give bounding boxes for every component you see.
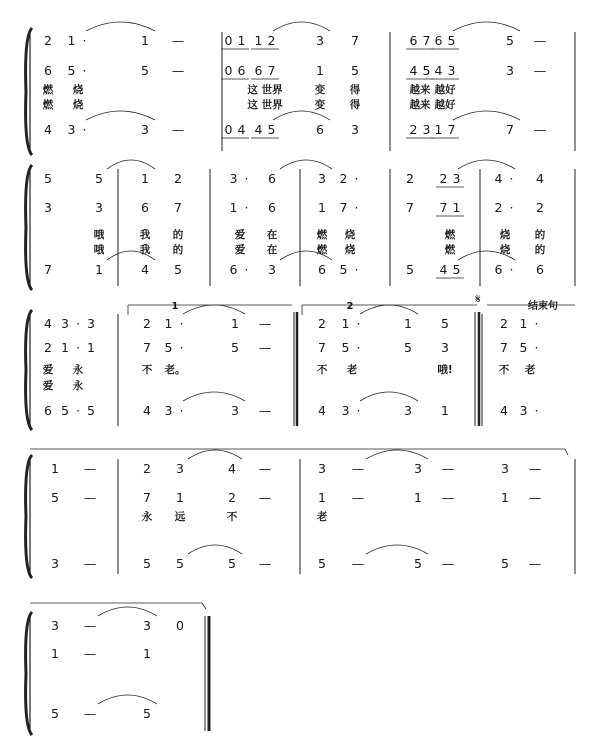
tie-arc [458,160,515,169]
system-2-measure-2-s3-note: 3 [268,262,276,277]
system-2-measure-1-s1-note: 2 [174,171,182,186]
system-3-measure-3-s2-note: · [356,340,361,355]
system-2-measure-3-s3-note: · [509,262,514,277]
system-3-measure-2-s2-note: 7 [143,340,151,355]
system-2-measure-3-s3-note: 6 [494,262,503,277]
cross-system-tie-end [565,449,568,455]
system-4-measure-2-s2-note: 1 [176,490,184,505]
system-4-measure-2-s1-note: — [258,461,272,476]
system-3-measure-1-s1-note: 3 [87,316,95,331]
system-5-brace [26,612,32,735]
system-5-measure-1-s1-note: 3 [143,618,151,633]
system-4-measure-1-s1-note: 1 [51,461,59,476]
system-2-measure-2-s1-note: · [244,171,249,186]
system-2-measure-2-s2-note: 6 [268,200,276,215]
system-2-measure-2-s1-note: 3 [229,171,238,186]
system-2-measure-1-s2-note: 3 [95,200,103,215]
system-2-measure-1-s2-note: 3 [44,200,52,215]
tie-arc [98,695,157,704]
system-1-measure-3-s3-note: 3 [422,122,431,137]
system-2-measure-2-s3-note: · [244,262,249,277]
system-3-measure-1-s3-note: 6 [44,403,52,418]
system-2-measure-2-s2-note: · [354,200,359,215]
system-1-measure-1-s1-note: · [82,33,87,48]
system-4-measure-3-s1-note: 3 [318,461,326,476]
system-2-measure-3-s1-note: 4 [536,171,544,186]
system-3-measure-2-s1-note: 2 [143,316,151,331]
system-3-measure-1-s2-note: · [76,340,80,355]
segno-sign: 𝄋 [475,291,481,306]
system-2-lyric: 的 [534,244,546,256]
system-2-measure-2-s3-note: 6 [318,262,326,277]
system-3-measure-3-s1-note: 5 [441,316,449,331]
system-5-measure-1-s1-note: 3 [51,618,59,633]
system-3-measure-1-s1-note: 4 [44,316,52,331]
system-2-lyric: 爱 [234,244,246,256]
system-2-measure-3-s2-note: 2 [494,200,503,215]
system-1-measure-2-s1-note: 1 [237,33,246,48]
system-3-measure-4-s3-note: 3 [519,403,528,418]
system-1-measure-1-s1-note: 1 [67,33,76,48]
system-4-measure-1-s3-note: 3 [51,556,59,571]
system-1-measure-3-s3-note: 2 [409,122,418,137]
system-1-lyric: 得 [349,99,361,111]
system-4-measure-3-s3-note: — [351,556,365,571]
system-1-measure-1-s1-note: — [171,33,185,48]
system-1-lyric: 烧 [72,99,84,111]
tie-arc [360,305,418,314]
system-2-measure-3-s2-note: 7 [406,200,414,215]
system-1-measure-3-s3-note: 1 [434,122,443,137]
system-4-measure-1-s2-note: 5 [51,490,59,505]
system-4-measure-2-s2-note: 7 [143,490,151,505]
system-1-measure-3-s1-note: — [533,33,547,48]
system-3-measure-4-s3-note: · [534,403,539,418]
system-3-measure-3-s2-note: 5 [404,340,412,355]
system-3-measure-2-s3-note: — [258,403,272,418]
system-2-measure-3-s3-note: 4 [439,262,448,277]
system-3-measure-2-s1-note: — [258,316,272,331]
system-2-lyric: 烧 [344,244,356,256]
system-1-measure-3-s3-note: 7 [447,122,456,137]
system-4-measure-2-s2-note: — [258,490,272,505]
system-4-lyric: 不 [226,511,238,523]
system-3-measure-2-s2-note: — [258,340,272,355]
system-3-lyric: 爱 [42,364,54,376]
system-1-measure-1-s2-note: — [171,63,185,78]
system-3-measure-3-s1-note: 1 [404,316,412,331]
system-3-measure-3-s1-note: 2 [318,316,326,331]
system-1-measure-3-s1-note: 6 [434,33,443,48]
volta-2-number: 2 [346,301,354,312]
system-3-measure-4-s2-note: 7 [500,340,508,355]
system-3-lyric: 哦! [437,364,453,376]
system-3-measure-2-s1-note: · [179,316,184,331]
system-1-measure-1-s3-note: 3 [67,122,76,137]
system-2-measure-2-s2-note: 7 [339,200,348,215]
system-2-lyric: 烧 [344,229,356,241]
system-2-lyric: 燃 [444,244,456,256]
system-2-measure-3-s3-note: 5 [406,262,414,277]
system-3-measure-1-s3-note: 5 [61,403,69,418]
system-1-measure-3-s1-note: 6 [409,33,418,48]
system-1-brace [26,28,32,155]
system-2-lyric: 燃 [444,229,456,241]
system-1-measure-2-s3-note: 4 [254,122,263,137]
system-3-measure-1-s2-note: 2 [44,340,52,355]
tie-arc [86,22,155,31]
system-5-measure-1-s3-note: 5 [51,706,59,721]
system-1-measure-1-s3-note: 4 [44,122,52,137]
system-1-lyric: 变 [314,99,326,111]
system-3-measure-1-s2-note: 1 [61,340,69,355]
system-4-measure-1-s3-note: — [83,556,97,571]
system-2-lyric: 燃 [316,244,328,256]
system-3-measure-4-s2-note: · [534,340,539,355]
system-4-measure-3-s1-note: — [528,461,542,476]
tie-arc [366,450,428,459]
system-4-measure-1-s1-note: — [83,461,97,476]
tie-arc [183,305,245,314]
system-4-measure-3-s3-note: — [441,556,455,571]
system-2-measure-1-s2-note: 7 [174,200,182,215]
system-4-measure-3-s1-note: — [351,461,365,476]
system-2-lyric: 在 [266,229,278,241]
system-4-measure-3-s1-note: 3 [501,461,509,476]
system-2-lyric: 的 [534,229,546,241]
system-2-measure-2-s3-note: · [354,262,359,277]
system-3-measure-2-s2-note: 5 [164,340,173,355]
system-3-measure-3-s3-note: · [356,403,361,418]
system-3-measure-1-s1-note: 3 [61,316,69,331]
system-4-measure-3-s2-note: — [528,490,542,505]
system-1-measure-2-s3-note: 4 [237,122,246,137]
system-3-measure-3-s1-note: · [356,316,361,331]
system-3-measure-1-s1-note: · [76,316,80,331]
system-3-measure-1-s2-note: 1 [87,340,95,355]
system-1-lyric: 这 世界 [247,99,283,111]
system-3-measure-2-s3-note: 3 [164,403,173,418]
system-2-measure-3-s1-note: 2 [406,171,414,186]
system-4-measure-3-s3-note: 5 [501,556,509,571]
system-2-measure-3-s1-note: 3 [452,171,461,186]
system-3-measure-4-s3-note: 4 [500,403,508,418]
system-1-measure-3-s1-note: 5 [506,33,514,48]
system-3-lyric: 永 [72,364,84,376]
system-3-measure-2-s1-note: 1 [231,316,239,331]
system-4-measure-3-s3-note: — [528,556,542,571]
system-1-measure-1-s2-note: 5 [141,63,149,78]
system-3-brace [26,310,32,430]
tie-arc [280,160,332,169]
system-1-lyric: 得 [349,84,361,96]
system-2-measure-2-s1-note: 3 [318,171,326,186]
system-2-measure-3-s2-note: 1 [452,200,461,215]
volta-1-number: 1 [171,301,179,312]
system-1-measure-1-s3-note: — [171,122,185,137]
system-1-lyric: 越好 [434,84,456,96]
tie-arc [107,160,155,169]
system-2-measure-3-s1-note: 2 [439,171,448,186]
system-4-lyric: 老 [316,511,328,523]
tie-arc [86,111,155,120]
system-1-measure-2-s3-note: 0 [224,122,233,137]
system-2-lyric: 燃 [316,229,328,241]
system-1-measure-3-s2-note: 4 [434,63,443,78]
system-4-measure-3-s2-note: 1 [414,490,422,505]
system-3-measure-2-s2-note: · [179,340,184,355]
system-3-measure-2-s3-note: 3 [231,403,239,418]
system-1-measure-1-s1-note: 2 [44,33,52,48]
system-2-brace [26,165,32,290]
system-5-measure-1-s2-note: — [83,646,97,661]
tie-arc [273,111,330,120]
system-4-measure-2-s3-note: — [258,556,272,571]
system-1-lyric: 燃 [42,99,54,111]
system-2-measure-2-s1-note: 6 [268,171,276,186]
system-1-measure-2-s1-note: 1 [254,33,263,48]
system-2-lyric: 烧 [499,244,511,256]
system-1-measure-3-s2-note: 3 [506,63,514,78]
system-4-measure-2-s1-note: 2 [143,461,151,476]
system-2-measure-3-s2-note: · [509,200,514,215]
system-1-measure-2-s2-note: 1 [316,63,324,78]
system-3-measure-3-s3-note: 3 [341,403,350,418]
system-1-measure-3-s1-note: 7 [422,33,431,48]
system-2-measure-3-s1-note: 4 [494,171,503,186]
system-1-measure-2-s1-note: 2 [267,33,276,48]
system-2-measure-1-s2-note: 6 [141,200,149,215]
system-4-measure-2-s3-note: 5 [143,556,151,571]
system-1-measure-2-s2-note: 5 [351,63,359,78]
system-5-measure-1-s3-note: 5 [143,706,151,721]
system-3-measure-1-s3-note: · [76,403,80,418]
system-2-measure-2-s3-note: 6 [229,262,238,277]
system-3-measure-3-s3-note: 1 [441,403,449,418]
tie-arc [360,392,418,401]
system-3-measure-2-s1-note: 1 [164,316,173,331]
system-2-measure-1-s1-note: 5 [44,171,52,186]
system-1-measure-2-s3-note: 5 [267,122,276,137]
system-2-measure-1-s3-note: 5 [174,262,182,277]
system-2-measure-3-s1-note: · [509,171,514,186]
system-2-measure-2-s1-note: · [354,171,359,186]
system-2-lyric: 烧 [499,229,511,241]
system-2-lyric: 我 [139,244,151,256]
system-4-measure-2-s1-note: 3 [176,461,184,476]
system-3-measure-3-s3-note: 4 [318,403,326,418]
system-3-measure-2-s3-note: · [179,403,184,418]
system-1-measure-3-s3-note: 7 [506,122,514,137]
system-4-measure-2-s3-note: 5 [228,556,236,571]
system-5-measure-1-s3-note: — [83,706,97,721]
system-2-measure-1-s3-note: 1 [95,262,103,277]
system-2-measure-1-s1-note: 5 [95,171,103,186]
system-5-measure-1-s1-note: 0 [176,618,184,633]
system-2-lyric: 哦 [93,244,105,256]
system-2-lyric: 哦 [93,229,105,241]
system-4-lyric: 远 [174,511,186,523]
system-3-measure-2-s2-note: 5 [231,340,239,355]
system-1-measure-1-s2-note: 5 [67,63,76,78]
system-5-measure-1-s1-note: — [83,618,97,633]
system-2-lyric: 的 [172,244,184,256]
system-3-measure-3-s2-note: 7 [318,340,326,355]
system-2-measure-1-s3-note: 7 [44,262,52,277]
system-3-measure-3-s1-note: 1 [341,316,350,331]
system-4-measure-3-s1-note: — [441,461,455,476]
system-1-measure-1-s3-note: · [82,122,87,137]
system-1-measure-1-s3-note: 3 [141,122,149,137]
system-3-measure-1-s3-note: 5 [87,403,95,418]
system-1-measure-2-s2-note: 6 [254,63,263,78]
system-2-measure-1-s3-note: 4 [141,262,149,277]
system-1-measure-1-s2-note: 6 [44,63,52,78]
system-2-measure-2-s3-note: 5 [339,262,348,277]
system-1-measure-3-s2-note: — [533,63,547,78]
system-1-measure-2-s1-note: 0 [224,33,233,48]
system-3-measure-3-s2-note: 3 [441,340,449,355]
system-4-measure-3-s1-note: 3 [414,461,422,476]
tie-arc [98,607,157,616]
tie-arc [453,22,520,31]
tie-arc [366,545,428,554]
ending-label: 结束句 [528,301,558,312]
system-1-measure-2-s2-note: 7 [267,63,276,78]
system-5-measure-1-s2-note: 1 [51,646,59,661]
system-1-measure-2-s3-note: 6 [316,122,324,137]
system-2-lyric: 在 [266,244,278,256]
system-4-brace [26,455,32,578]
system-2-measure-1-s1-note: 1 [141,171,149,186]
system-4-measure-3-s2-note: 1 [501,490,509,505]
system-1-measure-3-s2-note: 5 [422,63,431,78]
tie-arc [453,111,520,120]
system-3-measure-4-s1-note: · [534,316,539,331]
system-2-lyric: 的 [172,229,184,241]
system-4-measure-3-s3-note: 5 [318,556,326,571]
system-1-measure-2-s3-note: 3 [351,122,359,137]
system-3-measure-4-s1-note: 1 [519,316,528,331]
system-2-measure-3-s3-note: 6 [536,262,544,277]
system-3-measure-4-s1-note: 2 [500,316,508,331]
system-3-measure-3-s3-note: 3 [404,403,412,418]
system-1-lyric: 越来 [409,84,431,96]
system-3-measure-4-s2-note: 5 [519,340,528,355]
tie-arc [188,450,242,459]
system-3-lyric: 老。 [164,364,186,376]
system-1-lyric: 烧 [72,84,84,96]
system-4-measure-1-s2-note: — [83,490,97,505]
system-1-measure-3-s3-note: — [533,122,547,137]
system-2-lyric: 我 [139,229,151,241]
system-2-measure-2-s2-note: 1 [318,200,326,215]
system-1-measure-3-s2-note: 3 [447,63,456,78]
system-1-measure-1-s1-note: 1 [141,33,149,48]
system-1-measure-2-s2-note: 0 [224,63,233,78]
system-4-measure-3-s3-note: 5 [414,556,422,571]
system-3-lyric: 不 [498,364,510,376]
system-1-lyric: 这 世界 [247,84,283,96]
system-4-measure-3-s2-note: — [351,490,365,505]
tie-arc [273,22,330,31]
cross-system-tie-end [202,603,206,609]
system-1-lyric: 变 [314,84,326,96]
system-2-lyric: 爱 [234,229,246,241]
system-2-measure-3-s2-note: 2 [536,200,544,215]
system-4-measure-2-s3-note: 5 [176,556,184,571]
system-2-measure-3-s2-note: 7 [439,200,448,215]
system-1-measure-2-s1-note: 3 [316,33,324,48]
system-5-measure-1-s2-note: 1 [143,646,151,661]
system-3-lyric: 不 [141,364,153,376]
system-1-measure-2-s1-note: 7 [351,33,359,48]
system-3-lyric: 老 [524,364,536,376]
system-4-measure-3-s2-note: 1 [318,490,326,505]
system-1-measure-2-s2-note: 6 [237,63,246,78]
system-1-measure-3-s1-note: 5 [447,33,456,48]
system-3-lyric: 永 [72,380,84,392]
system-3-lyric: 老 [346,364,358,376]
system-3-measure-3-s2-note: 5 [341,340,350,355]
system-1-lyric: 越好 [434,99,456,111]
system-2-measure-2-s2-note: · [244,200,249,215]
system-3-lyric: 不 [316,364,328,376]
system-4-measure-2-s1-note: 4 [228,461,236,476]
tie-arc [188,545,242,554]
system-2-measure-2-s2-note: 1 [229,200,238,215]
system-3-measure-2-s3-note: 4 [143,403,151,418]
system-2-measure-3-s3-note: 5 [452,262,461,277]
system-2-measure-2-s1-note: 2 [339,171,348,186]
system-1-measure-3-s2-note: 4 [409,63,418,78]
system-1-measure-1-s2-note: · [82,63,87,78]
system-4-measure-3-s2-note: — [441,490,455,505]
system-1-lyric: 燃 [42,84,54,96]
system-1-lyric: 越来 [409,99,431,111]
system-4-measure-2-s2-note: 2 [228,490,236,505]
system-3-lyric: 爱 [42,380,54,392]
tie-arc [183,392,245,401]
system-4-lyric: 永 [141,511,153,523]
